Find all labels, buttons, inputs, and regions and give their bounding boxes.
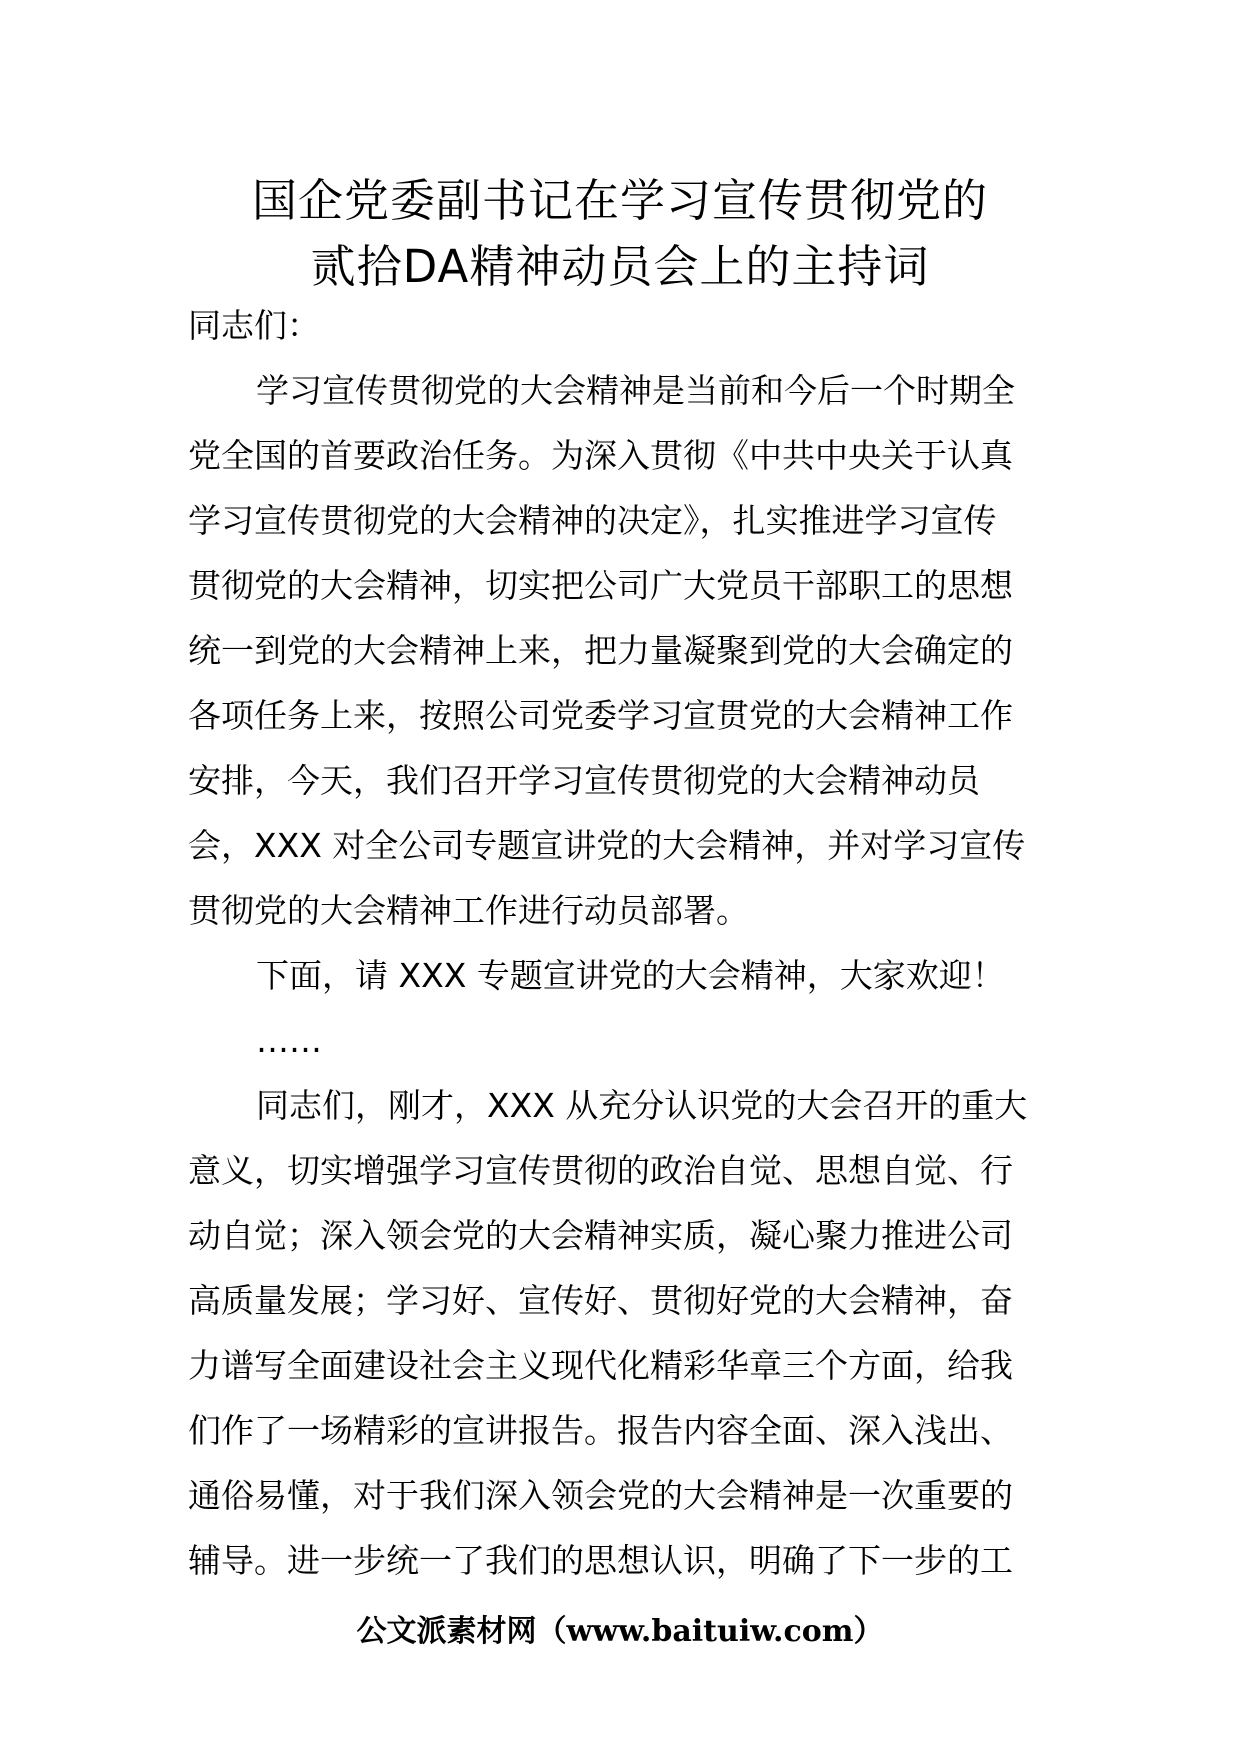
paragraph-summary xyxy=(188,1073,1058,1593)
paragraph-invitation: 下面，请 XXX 专题宣讲党的大会精神，大家欢迎！ xyxy=(256,956,1005,995)
paragraph-line: 意义，切实增强学习宣传贯彻的政治自觉、思想自觉、行 xyxy=(188,1151,1013,1190)
ellipsis: …… xyxy=(256,1021,322,1060)
paragraph-line: 动自觉；深入领会党的大会精神实质，凝心聚力推进公司 xyxy=(188,1216,1013,1255)
title-line-2: 贰拾DA精神动员会上的主持词 xyxy=(310,240,930,293)
paragraph-line: 同志们，刚才，XXX 从充分认识党的大会召开的重大 xyxy=(256,1086,1028,1125)
paragraph-line: 各项任务上来，按照公司党委学习宣贯党的大会精神工作 xyxy=(188,696,1013,735)
paragraph-line: 们作了一场精彩的宣讲报告。报告内容全面、深入浅出、 xyxy=(188,1411,1013,1450)
paragraph-line: 学习宣传贯彻党的大会精神是当前和今后一个时期全 xyxy=(256,371,1015,410)
paragraph-line: 党全国的首要政治任务。为深入贯彻《中共中央关于认真 xyxy=(188,436,1013,475)
paragraph-opening xyxy=(188,358,1058,943)
document-title xyxy=(150,168,1090,300)
footer-watermark: 公文派素材网（www.baituiw.com） xyxy=(356,1614,884,1649)
paragraph-line: 会，XXX 对全公司专题宣讲党的大会精神，并对学习宣传 xyxy=(188,826,1026,865)
paragraph-line: 力谱写全面建设社会主义现代化精彩华章三个方面，给我 xyxy=(188,1346,1013,1385)
paragraph-line: 辅导。进一步统一了我们的思想认识，明确了下一步的工 xyxy=(188,1541,1013,1580)
paragraph-line: 贯彻党的大会精神，切实把公司广大党员干部职工的思想 xyxy=(188,566,1013,605)
paragraph-line: 贯彻党的大会精神工作进行动员部署。 xyxy=(188,891,749,930)
paragraph-line: 高质量发展；学习好、宣传好、贯彻好党的大会精神，奋 xyxy=(188,1281,1013,1320)
paragraph-line: 学习宣传贯彻党的大会精神的决定》，扎实推进学习宣传 xyxy=(188,501,997,540)
paragraph-line: 通俗易懂，对于我们深入领会党的大会精神是一次重要的 xyxy=(188,1476,1013,1515)
title-line-1: 国企党委副书记在学习宣传贯彻党的 xyxy=(251,174,988,227)
paragraph-line: 统一到党的大会精神上来，把力量凝聚到党的大会确定的 xyxy=(188,631,1013,670)
paragraph-line: 安排，今天，我们召开学习宣传贯彻党的大会精神动员 xyxy=(188,761,980,800)
salutation: 同志们： xyxy=(188,306,320,345)
document-body xyxy=(188,293,1058,1593)
